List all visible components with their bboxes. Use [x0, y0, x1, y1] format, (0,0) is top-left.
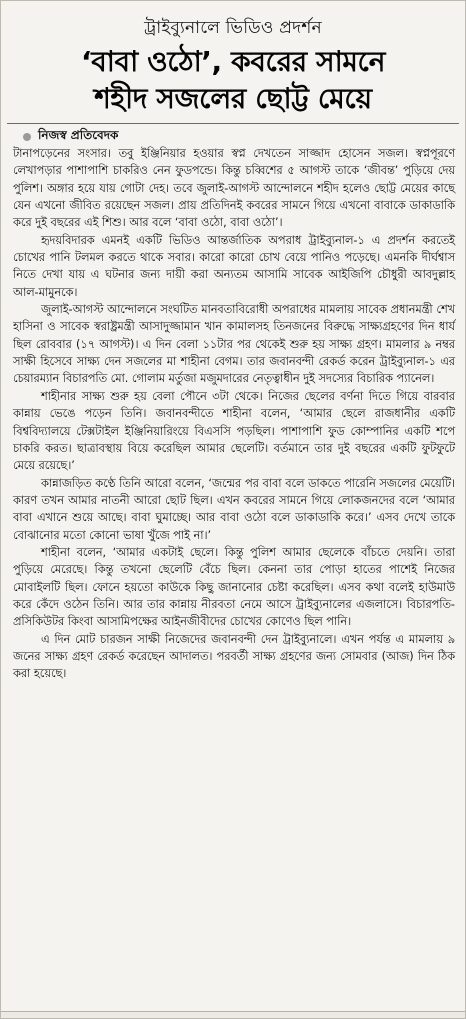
byline: [23, 128, 465, 145]
paragraph: হৃদয়বিদারক এমনই একটি ভিডিও আন্তর্জাতিক অপরাধ ট্রাইব্যুনাল-১ এ প্রদর্শন করতেই চোখের পানি টলমল করতে থাকে সবার। কারো কারো চোখ বেয়ে পানিও পড়েছে। এমনকি দীর্ঘশ্বাস নিতে দেখা যায় এ ঘটনার জন্য দায়ী করা অন্যতম আসামি সাবেক আইজিপি চৌধুরী আবদুল্লাহ আল-মামুনকে।: [13, 233, 455, 299]
byline-text: নিজস্ব প্রতিবেদক: [38, 127, 119, 142]
clipping-bottom-edge: [1, 1011, 465, 1018]
article-body: [1, 145, 465, 683]
headline-line-2: শহীদ সজলের ছোট্ট মেয়ে: [94, 82, 372, 115]
paragraph: এ দিন মোট চারজন সাক্ষী নিজেদের জবানবন্দী দেন ট্রাইব্যুনালে। এখন পর্যন্ত এ মামলায় ৯ জনের সাক্ষ্য গ্রহণ রেকর্ড করেছেন আদালত। পরবর্তী সাক্ষ্য গ্রহণের জন্য সোমবার (আজ) দিন ঠিক করা হয়েছে।: [13, 632, 455, 681]
bullet-icon: [23, 133, 31, 141]
paragraph: কান্নাজড়িত কণ্ঠে তিনি আরো বলেন, ‘জন্মের পর বাবা বলে ডাকতে পারেনি সজলের মেয়েটি। কারণ তখন আমার নাতনী আরো ছোট ছিল। এখন কবরের সামনে গিয়ে লোকজনদের বলে ‘আমার বাবা এখানে শুয়ে আছে। বাবা ঘুমাচ্ছে। আর বাবা ওঠো বলে ডাকাডাকি করে।’ এসব দেখে তাকে বোঝানোর মতো কোনো ভাষা খুঁজে পাই না।’: [13, 476, 455, 542]
headline-line-1: ‘বাবা ওঠো’, কবরের সামনে: [80, 45, 386, 78]
kicker: ট্রাইব্যুনালে ভিডিও প্রদর্শন: [144, 18, 322, 38]
paragraph: টানাপড়েনের সংসার। তবু ইঞ্জিনিয়ার হওয়ার স্বপ্ন দেখতেন সাজ্জাদ হোসেন সজল। স্বপ্নপূরণে লেখাপড়ার পাশাপাশি চাকরিও নেন ফুডপন্ডে। কিন্তু চব্বিশের ৫ আগস্ট তাকে ‘জীবন্ত’ পুড়িয়ে দেয় পুলিশ। অঙ্গার হয়ে যায় গোটা দেহ। তবে জুলাই-আগস্ট আন্দোলনে শহীদ হলেও ছোট্ট মেয়ের কাছে যেন এখনো জীবিত রয়েছেন সজল। প্রায় প্রতিদিনই কবরের সামনে গিয়ে এখনো বাবাকে ডাকাডাকি করে দুই বছরের এই শিশু। আর বলে ‘বাবা ওঠো, বাবা ওঠো’।: [13, 147, 455, 230]
headline-divider: [7, 123, 459, 124]
paragraph: জুলাই-আগস্ট আন্দোলনে সংঘটিত মানবতাবিরোধী অপরাধের মামলায় সাবেক প্রধানমন্ত্রী শেখ হাসিনা ও সাবেক স্বরাষ্ট্রমন্ত্রী আসাদুজ্জামান খান কামালসহ তিনজনের বিরুদ্ধে সাক্ষ্যগ্রহণের দিন ধার্য ছিল রোববার (১৭ আগস্ট)। এ দিন বেলা ১১টার পর থেকেই শুরু হয় সাক্ষ্য গ্রহণ। মামলার ৯ নম্বর সাক্ষী হিসেবে সাক্ষ্য দেন সজলের মা শাহীনা বেগম। তার জবানবন্দী রেকর্ড করেন ট্রাইব্যুনাল-১ এর চেয়ারম্যান বিচারপতি মো. গোলাম মর্তুজা মজুমদারের নেতৃত্বাধীন দুই সদস্যের বিচারিক প্যানেল।: [13, 303, 455, 386]
headline: [1, 43, 465, 117]
paragraph: শাহীনার সাক্ষ্য শুরু হয় বেলা পৌনে ৩টা থেকে। নিজের ছেলের বর্ণনা দিতে গিয়ে বারবার কান্নায় ভেঙে পড়েন তিনি। জবানবন্দীতে শাহীনা বলেন, ‘আমার ছেলে রাজধানীর একটি বিশ্ববিদ্যালয়ে টেক্সটাইল ইঞ্জিনিয়ারিংয়ে বিএসসি পড়ছিল। পাশাপাশি ফুড কোম্পানির একটি শপে চাকরি করত। ছাত্রাবস্থায় বিয়ে করেছিল আমার ছেলেটি। বর্তমানে তার দুই বছরের একটি ফুটফুটে মেয়ে রয়েছে।’: [13, 389, 455, 473]
paragraph: শাহীনা বলেন, ‘আমার একটাই ছেলে। কিন্তু পুলিশ আমার ছেলেকে বাঁচতে দেয়নি। তারা পুড়িয়ে মেরেছে। কিন্তু তখনো ছেলেটি বেঁচে ছিল। কেননা তার পোড়া হাতের পাশেই নিজের মোবাইলটি ছিল। ফোনে হয়তো কাউকে কিছু জানানোর চেষ্টা করেছিল। এসব কথা বলেই হাউমাউ করে কেঁদে ওঠেন তিনি। আর তার কান্নায় নীরবতা নেমে আসে ট্রাইব্যুনালের এজলাসে। বিচারপতি-প্রসিকিউটর কিংবা আসামিপক্ষের আইনজীবীদের চোখের কোণেও ছিল পানি।: [13, 545, 455, 629]
